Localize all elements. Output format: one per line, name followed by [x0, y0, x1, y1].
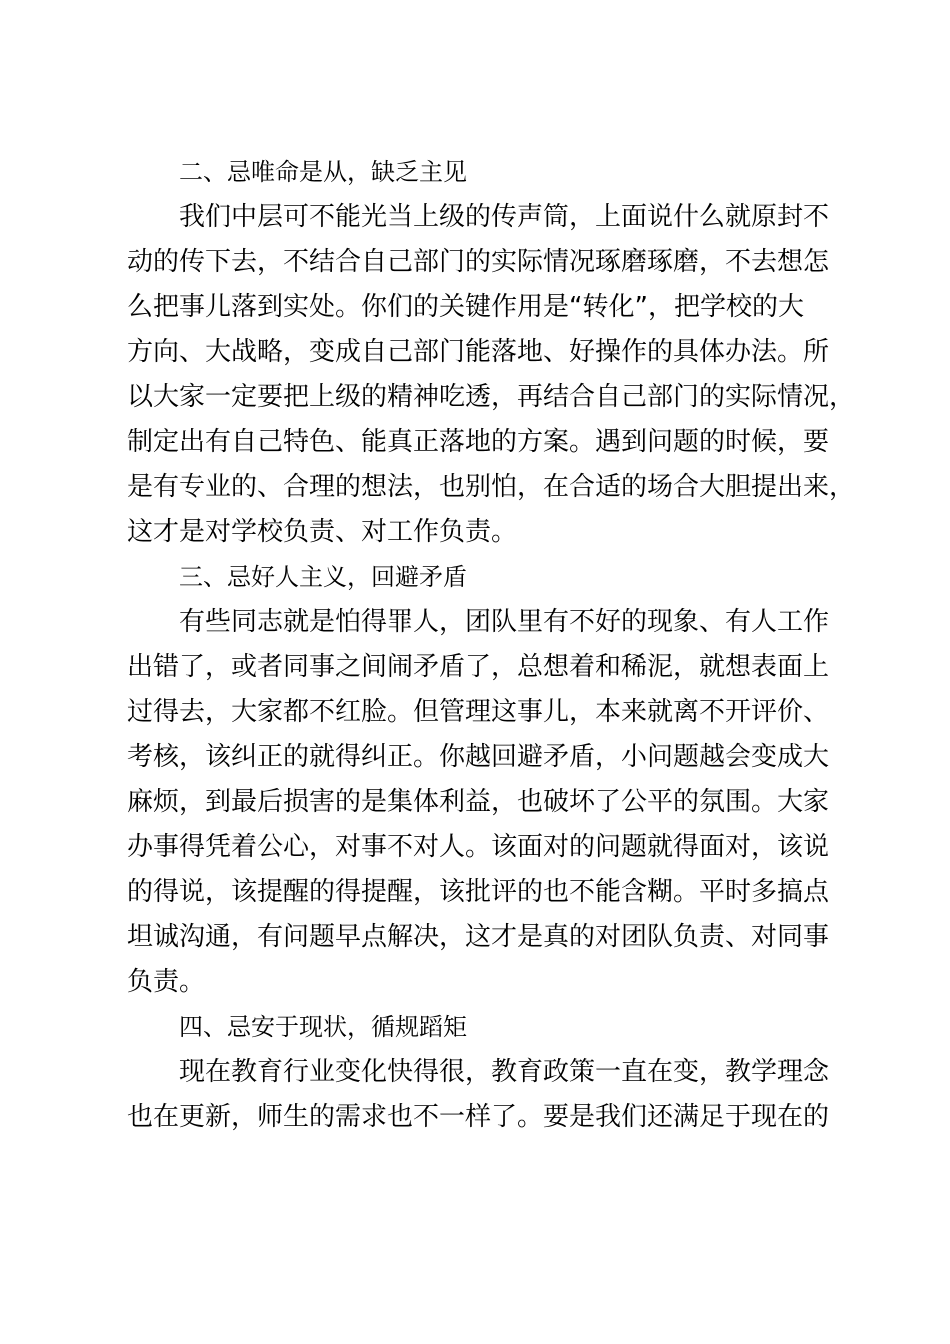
paragraph-line: 动的传下去，不结合自己部门的实际情况琢磨琢磨，不去想怎 [127, 247, 830, 277]
heading-text: 二、忌唯命是从，缺乏主见 [179, 158, 467, 186]
paragraph-line: 负责。 [127, 967, 206, 997]
heading-text: 三、忌好人主义，回避矛盾 [179, 563, 467, 591]
section-paragraph-2 [127, 195, 856, 555]
paragraph-line: 我们中层可不能光当上级的传声筒，上面说什么就原封不 [179, 202, 830, 232]
paragraph-line: 考核，该纠正的就得纠正。你越回避矛盾，小问题越会变成大 [127, 742, 830, 772]
paragraph-line: 出错了，或者同事之间闹矛盾了，总想着和稀泥，就想表面上 [127, 652, 830, 682]
paragraph-line: 过得去，大家都不红脸。但管理这事儿，本来就离不开评价、 [127, 697, 830, 727]
paragraph-line: 麻烦，到最后损害的是集体利益，也破坏了公平的氛围。大家 [127, 787, 830, 817]
heading-text: 四、忌安于现状，循规蹈矩 [179, 1013, 467, 1041]
paragraph-line: 现在教育行业变化快得很，教育政策一直在变，教学理念 [179, 1057, 830, 1087]
paragraph-line: 制定出有自己特色、能真正落地的方案。遇到问题的时候，要 [127, 427, 830, 457]
section-paragraph-4 [127, 1050, 852, 1140]
section-heading-2 [127, 150, 852, 195]
section-paragraph-3 [127, 600, 852, 1005]
paragraph-line: 办事得凭着公心，对事不对人。该面对的问题就得面对，该说 [127, 832, 830, 862]
paragraph-line: 是有专业的、合理的想法，也别怕，在合适的场合大胆提出来， [127, 472, 856, 502]
section-heading-4 [127, 1005, 852, 1050]
paragraph-line: 么把事儿落到实处。你们的关键作用是“转化”，把学校的大 [127, 292, 804, 322]
paragraph-line: 的得说，该提醒的得提醒，该批评的也不能含糊。平时多搞点 [127, 877, 830, 907]
paragraph-line: 方向、大战略，变成自己部门能落地、好操作的具体办法。所 [127, 337, 830, 367]
paragraph-line: 以大家一定要把上级的精神吃透，再结合自己部门的实际情况， [127, 382, 856, 412]
paragraph-line: 也在更新，师生的需求也不一样了。要是我们还满足于现在的 [127, 1102, 830, 1132]
paragraph-line: 有些同志就是怕得罪人，团队里有不好的现象、有人工作 [179, 607, 830, 637]
paragraph-line: 坦诚沟通，有问题早点解决，这才是真的对团队负责、对同事 [127, 922, 830, 952]
paragraph-line: 这才是对学校负责、对工作负责。 [127, 517, 518, 547]
section-heading-3 [127, 555, 852, 600]
document-body [127, 150, 856, 1140]
